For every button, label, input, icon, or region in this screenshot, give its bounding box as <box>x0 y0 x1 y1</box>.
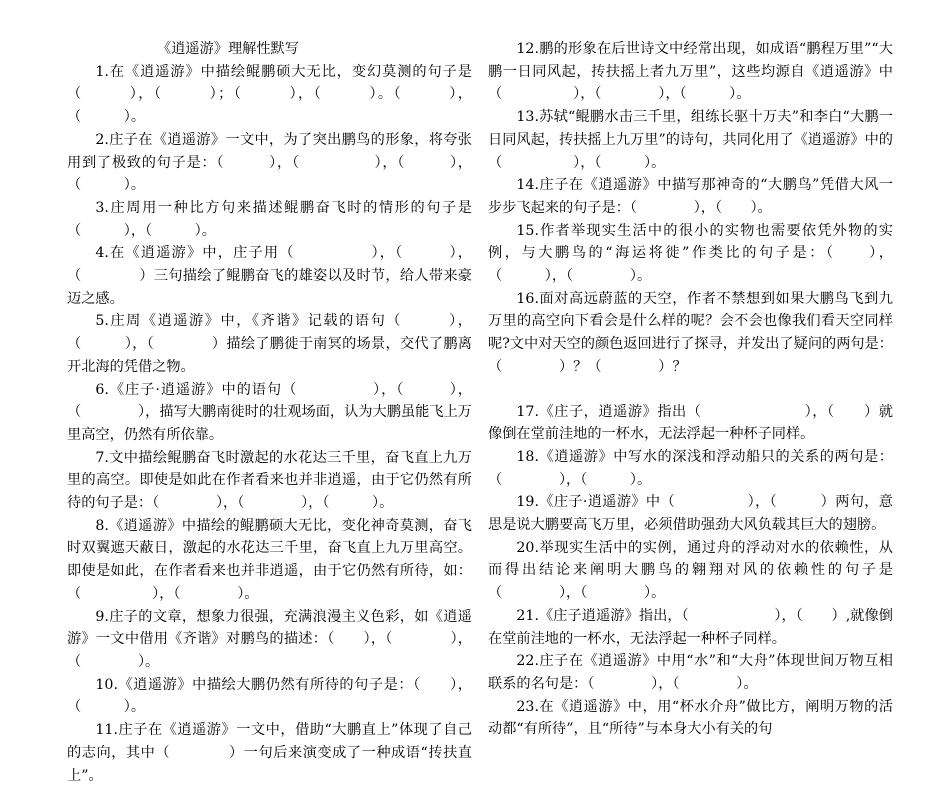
question-3: 3.庄周用一种比方句来描述鲲鹏奋飞时的情形的句子是（ ），（ ）。 <box>67 199 472 239</box>
question-8: 8.《逍遥游》中描绘的鲲鹏硕大无比，变化神奇莫测，奋飞时双翼遮天蔽日，激起的水花达三千里，奋飞直上九万里高空。即使是如此，在作者看来也并非逍遥，由于它仍然有所待，如：（ ），（ ）。 <box>67 517 472 602</box>
document-title: 《逍遥游》理解性默写 <box>157 41 299 57</box>
right-column <box>488 38 893 741</box>
question-14: 14.庄子在《逍遥游》中描写那神奇的“大鹏鸟”凭借大风一步步飞起来的句子是：（ ），（ ）。 <box>488 177 893 216</box>
question-7: 7.文中描绘鲲鹏奋飞时激起的水花达三千里，奋飞直上九万里的高空。即使是如此在作者看来也并非逍遥，由于它仍然有所待的句子是：（ ），（ ），（ ）。 <box>67 449 472 512</box>
question-9: 9.庄子的文章，想象力很强，充满浪漫主义色彩，如《逍遥游》一文中借用《齐谐》对鹏鸟的描述：（ ），（ ），（ ）。 <box>67 608 472 670</box>
question-10: 10.《逍遥游》中描绘大鹏仍然有所待的句子是：（ ），（ ）。 <box>67 676 472 716</box>
question-22: 22.庄子在《逍遥游》中用“水”和“大舟”体现世间万物互相联系的名句是：（ ），（ ）。 <box>488 653 893 692</box>
question-2: 2.庄子在《逍遥游》一文中，为了突出鹏鸟的形象，将夸张用到了极致的句子是：（ ），（ ），（ ），（ ）。 <box>67 131 472 194</box>
question-17: 17.《庄子，逍遥游》指出（ ），（ ）就像倒在堂前洼地的一杯水，无法浮起一种杯子同样。 <box>488 403 893 443</box>
question-6: 6.《庄子·逍遥游》中的语句（ ），（ ），（ ），描写大鹏南徙时的壮观场面，认为大鹏虽能飞上万里高空，仍然有所依靠。 <box>67 381 472 443</box>
question-4: 4.在《逍遥游》中，庄子用（ ），（ ），（ ）三句描绘了鲲鹏奋飞的雄姿以及时节，给人带来豪迈之感。 <box>67 245 472 307</box>
question-1: 1.在《逍遥游》中描绘鲲鹏硕大无比，变幻莫测的句子是（ ），（ ）；（ ），（ ）。（ ），（ ）。 <box>67 63 472 126</box>
question-12: 12.鹏的形象在后世诗文中经常出现，如成语“鹏程万里”“大鹏一日同风起，抟扶摇上者九万里”，这些均源自《逍遥游》中（ ），（ ），（ ）。 <box>488 41 893 103</box>
question-21: 21.《庄子逍遥游》指出，（ ），（ ）,就像倒在堂前洼地的一杯水，无法浮起一种杯子同样。 <box>488 607 893 647</box>
question-19: 19.《庄子·逍遥游》中（ ），（ ）两句，意思是说大鹏要高飞万里，必须借助强劲大风负载其巨大的翅膀。 <box>488 494 893 534</box>
question-16: 16.面对高远蔚蓝的天空，作者不禁想到如果大鹏鸟飞到九万里的高空向下看会是什么样的呢？会不会也像我们看天空同样呢?文中对天空的颜色返回进行了探寻，并发出了疑问的两句是：（ ）？（ ）？ <box>488 290 893 375</box>
question-11: 11.庄子在《逍遥游》一文中，借助“大鹏直上”体现了自己的志向，其中（ ）一句后来演变成了一种成语“抟扶直上”。 <box>67 722 472 784</box>
question-20: 20.举现实生活中的实例，通过舟的浮动对水的依赖性，从而得出结论来阐明大鹏鸟的翱翔对风的依赖性的句子是（ ），（ ）。 <box>488 539 893 602</box>
question-18: 18.《逍遥游》中写水的深浅和浮动船只的关系的两句是：（ ），（ ）。 <box>488 448 893 488</box>
question-13: 13.苏轼“鲲鹏水击三千里，组练长驱十万夫”和李白“大鹏一日同风起，抟扶摇上九万里”的诗句，共同化用了《逍遥游》中的（ ），（ ）。 <box>488 109 893 171</box>
question-23: 23.在《逍遥游》中，用“杯水介舟”做比方，阐明万物的活动都“有所待”，且“所待”与本身大小有关的句 <box>488 698 893 738</box>
left-column <box>67 38 472 787</box>
question-5: 5.庄周《逍遥游》中，《齐谐》记载的语句（ ），（ ），（ ）描绘了鹏徙于南冥的场景，交代了鹏离开北海的凭借之物。 <box>67 313 472 375</box>
question-15: 15.作者举现实生活中的很小的实物也需要依凭外物的实例，与大鹏鸟的“海运将徙”作类比的句子是：（ ），（ ），（ ）。 <box>488 222 893 285</box>
